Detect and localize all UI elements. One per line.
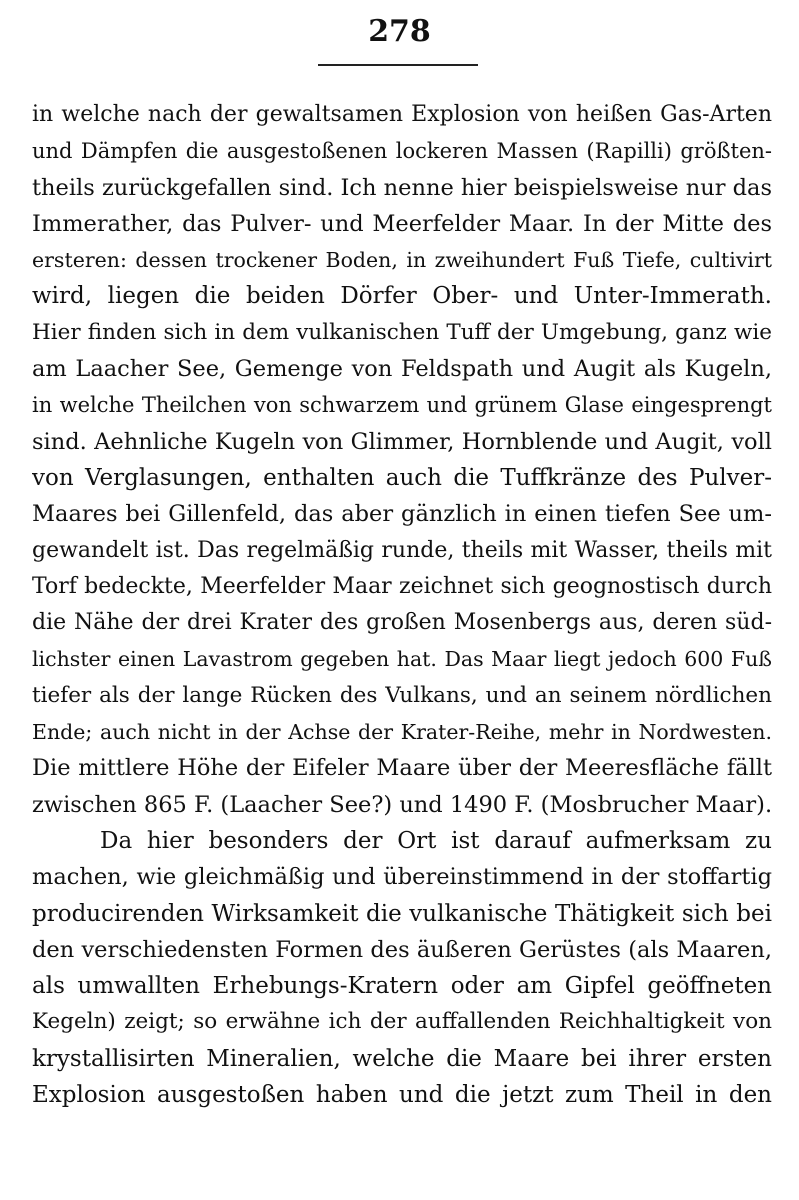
text-line: Die mittlere Höhe der Eifeler Maare über der Meeresfläche fällt [32,755,772,782]
text-line: sind. Aehnliche Kugeln von Glimmer, Hornblende und Augit, voll [32,428,772,455]
text-line: zwischen 865 F. (Laacher See?) und 1490 F. (Mosbrucher Maar). [32,791,772,818]
text-line: die Nähe der drei Krater des großen Mosenbergs aus, deren süd- [32,610,772,636]
text-line: lichster einen Lavastrom gegeben hat. Das Maar liegt jedoch 600 Fuß [32,647,772,672]
text-line: in welche nach der gewaltsamen Explosion von heißen Gas-Arten [32,102,772,127]
text-line: Hier finden sich in dem vulkanischen Tuff der Umgebung, ganz wie [32,319,772,345]
text-line: von Verglasungen, enthalten auch die Tuffkränze des Pulver- [32,464,772,491]
text-line: krystallisirten Mineralien, welche die Maare bei ihrer ersten [32,1045,772,1072]
text-line: Maares bei Gillenfeld, das aber gänzlich in einen tiefen See um- [32,501,772,528]
text-line: theils zurückgefallen sind. Ich nenne hier beispielsweise nur das [32,174,772,201]
text-line: gewandelt ist. Das regelmäßig runde, theils mit Wasser, theils mit [32,537,772,563]
text-line: und Dämpfen die ausgestoßenen lockeren Massen (Rapilli) größten- [32,139,772,164]
text-line: in welche Theilchen von schwarzem und grünem Glase eingesprengt [32,393,772,418]
text-line: machen, wie gleichmäßig und übereinstimmend in der stoffartig [32,864,772,891]
text-line: als umwallten Erhebungs-Kratern oder am Gipfel geöffneten [32,973,772,1000]
paragraph-start-line: Da hier besonders der Ort ist darauf aufmerksam zu [100,827,772,854]
text-line: wird, liegen die beiden Dörfer Ober- und Unter-Immerath. [32,283,772,310]
text-line: am Laacher See, Gemenge von Feldspath und Augit als Kugeln, [32,356,772,383]
text-line: tiefer als der lange Rücken des Vulkans, und an seinem nördlichen [32,682,772,708]
page-number: 278 [368,14,431,49]
text-line: Immerather, das Pulver- und Meerfelder Maar. In der Mitte des [32,210,772,237]
text-line: ersteren: dessen trockener Boden, in zweihundert Fuß Tiefe, cultivirt [32,248,772,273]
text-line: Kegeln) zeigt; so erwähne ich der auffallenden Reichhaltigkeit von [32,1009,772,1035]
text-line: den verschiedensten Formen des äußeren Gerüstes (als Maaren, [32,936,772,963]
text-line: producirenden Wirksamkeit die vulkanische Thätigkeit sich bei [32,900,772,927]
text-line: Ende; auch nicht in der Achse der Krater-Reihe, mehr in Nordwesten. [32,720,772,745]
body-text [32,97,772,1113]
text-line: Explosion ausgestoßen haben und die jetzt zum Theil in den [32,1082,772,1109]
header-rule [318,64,478,66]
text-line: Torf bedeckte, Meerfelder Maar zeichnet sich geognostisch durch [32,573,772,599]
